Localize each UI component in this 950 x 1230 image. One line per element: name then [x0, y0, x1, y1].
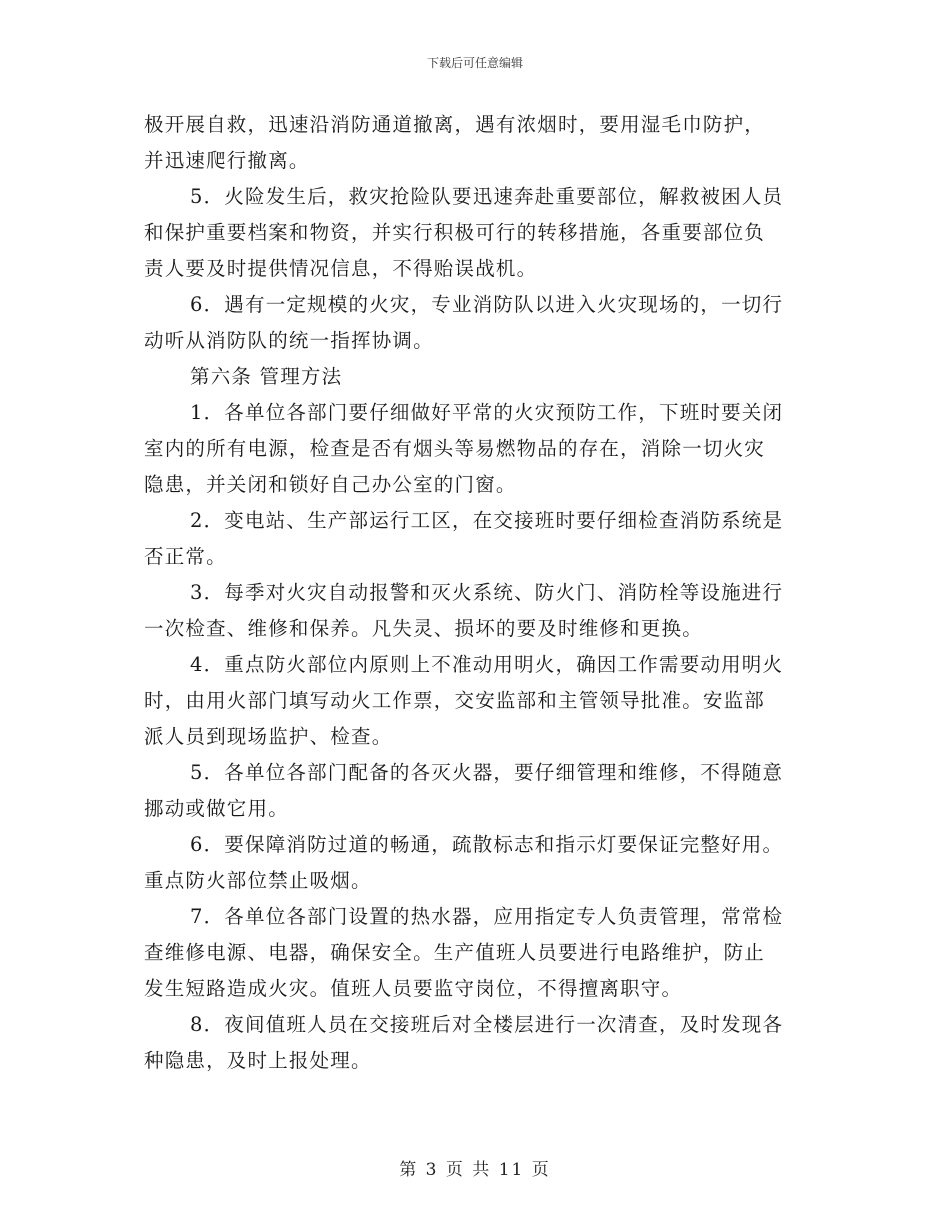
text-line: 第六条 管理方法 — [190, 365, 343, 388]
text-line: 和保护重要档案和物资，并实行积极可行的转移措施，各重要部位负 — [144, 221, 766, 244]
document-body — [144, 107, 809, 1079]
text-line: 1．各单位各部门要仔细做好平常的火灾预防工作，下班时要关闭 — [190, 401, 784, 424]
text-line: 并迅速爬行撤离。 — [144, 149, 310, 172]
text-line: 一次检查、维修和保养。凡失灵、损坏的要及时维修和更换。 — [144, 617, 703, 640]
text-line: 2．变电站、生产部运行工区，在交接班时要仔细检查消防系统是 — [190, 509, 784, 532]
text-line: 5．火险发生后，救灾抢险队要迅速奔赴重要部位，解救被困人员 — [190, 185, 784, 208]
text-line: 时，由用火部门填写动火工作票，交安监部和主管领导批准。安监部 — [144, 689, 766, 712]
text-line: 动听从消防队的统一指挥协调。 — [144, 329, 434, 352]
text-line: 3．每季对火灾自动报警和灭火系统、防火门、消防栓等设施进行 — [190, 581, 784, 604]
text-line: 6．遇有一定规模的火灾，专业消防队以进入火灾现场的，一切行 — [190, 293, 784, 316]
text-line: 挪动或做它用。 — [144, 797, 289, 820]
body-text — [144, 107, 809, 1079]
page-footer: 第 3 页 共 11 页 — [399, 1160, 551, 1180]
text-line: 种隐患，及时上报处理。 — [144, 1049, 372, 1072]
text-line: 室内的所有电源，检查是否有烟头等易燃物品的存在，消除一切火灾 — [144, 437, 766, 460]
text-line: 8．夜间值班人员在交接班后对全楼层进行一次清查，及时发现各 — [190, 1013, 784, 1036]
text-line: 否正常。 — [144, 545, 227, 568]
text-line: 责人要及时提供情况信息，不得贻误战机。 — [144, 257, 538, 280]
text-line: 4．重点防火部位内原则上不准动用明火，确因工作需要动用明火 — [190, 653, 784, 676]
text-line: 7．各单位各部门设置的热水器，应用指定专人负责管理，常常检 — [190, 905, 784, 928]
text-line: 6．要保障消防过道的畅通，疏散标志和指示灯要保证完整好用。 — [190, 833, 784, 856]
text-line: 隐患，并关闭和锁好自己办公室的门窗。 — [144, 473, 517, 496]
text-line: 发生短路造成火灾。值班人员要监守岗位，不得擅离职守。 — [144, 977, 683, 1000]
text-line: 派人员到现场监护、检查。 — [144, 725, 393, 748]
page-header: 下载后可任意编辑 — [426, 56, 523, 70]
text-line: 5．各单位各部门配备的各灭火器，要仔细管理和维修，不得随意 — [190, 761, 784, 784]
text-line: 查维修电源、电器，确保安全。生产值班人员要进行电路维护，防止 — [144, 941, 766, 964]
text-line: 极开展自救，迅速沿消防通道撤离，遇有浓烟时，要用湿毛巾防护， — [144, 113, 766, 136]
text-line: 重点防火部位禁止吸烟。 — [144, 869, 372, 892]
